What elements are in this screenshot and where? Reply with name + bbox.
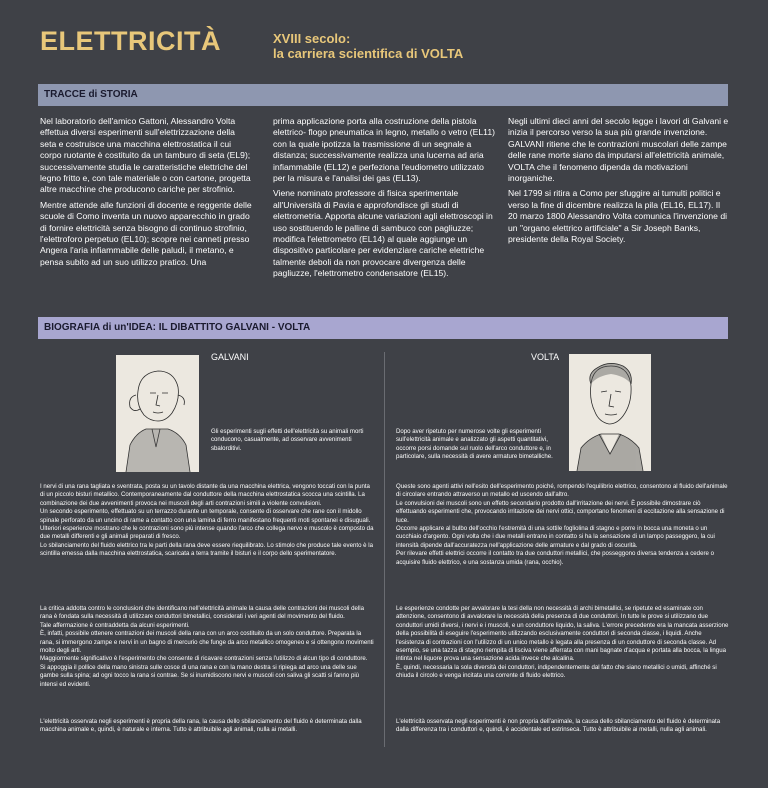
volta-paragraph: È, quindi, necessaria la sola diversità dei conduttori, indipendentemente dal fatto che siano metallici o umidi, affinché si chiuda il circolo e venga incitata una corrente di fluido elettrico. bbox=[396, 663, 717, 680]
page-title: ELETTRICITÀ bbox=[40, 26, 221, 56]
volta-paragraph: Per rilevare effetti elettrici occorre il contatto tra due conduttori metallici, che posseggono diversa tendenza a cedere o acquisire fluido elettrico, e una sostanza umida (rana, occhio). bbox=[396, 550, 714, 566]
galvani-portrait-icon bbox=[116, 355, 199, 472]
volta-portrait bbox=[569, 354, 651, 471]
galvani-text-block-3 bbox=[40, 718, 374, 735]
galvani-intro bbox=[211, 428, 376, 453]
galvani-paragraph: La critica addotta contro le conclusioni che identificano nell'elettricità animale la causa delle contrazioni dei muscoli della rana è fondata sulla necessità di utilizzare conduttori bimetallici, considerati i veri agenti del movimento del fluido. bbox=[40, 605, 364, 621]
volta-intro bbox=[396, 428, 564, 462]
history-paragraph: Nel 1799 si ritira a Como per sfuggire ai tumulti politici e verso la fine di dicembre realizza la pila (EL16, EL17). Il 20 marzo 1800 Alessandro Volta comunica l'invenzione di un "organo elettrico artificiale" a Sir Joseph Banks, presidente della Royal Society. bbox=[508, 188, 728, 245]
galvani-paragraph: I nervi di una rana tagliata e sventrata, posta su un tavolo distante da una macchina elettrica, vengono toccati con la punta di un piccolo bisturi metallico. Contemporaneamente dal conduttore della macchina elettrostatica scocca una scintilla. La combinazione dei due avvenimenti provoca nei muscoli degli arti contrazioni simili a violente convulsioni. bbox=[40, 483, 370, 507]
galvani-paragraph: Tale affermazione è contraddetta da alcuni esperimenti. bbox=[40, 621, 190, 629]
subtitle-line-2: la carriera scientifica di VOLTA bbox=[273, 46, 464, 61]
galvani-text-block-2 bbox=[40, 605, 374, 689]
galvani-paragraph: Lo sbilanciamento del fluido elettrico tra le parti della rana deve essere riequilibrato. Lo stimolo che produce tale evento è la scintilla emessa dalla macchina elettrostatica, scaricata a terra tramite il bisturi e il corpo dello sperimentatore. bbox=[40, 541, 373, 558]
volta-text-block-3 bbox=[396, 718, 730, 735]
history-paragraph: Mentre attende alle funzioni di docente e reggente delle scuole di Como inventa un nuovo apparecchio in grado di fornire elettricità senza bisogno di continuo strofinio, l'elettroforo perpetuo (EL10); scopre nei canneti presso Angera l'aria infiammabile delle paludi, il metano, e pensa subito ad un suo utilizzo pratico. Una bbox=[40, 199, 252, 267]
galvani-intro-text: Gli esperimenti sugli effetti dell'elettricità su animali morti conducono, casualmente, ad osservare avvenimenti sbalorditivi. bbox=[211, 428, 364, 452]
volta-paragraph: Occorre applicare al bulbo dell'occhio l'estremità di una sottile fogliolina di stagno e porre in bocca una moneta o un cucchiaio d'argento. Ogni volta che i due metalli entrano in contatto si ha la sensazione di un lampo passeggero, la cui intensità dipende dall'accuratezza nell'applicazione delle armature e dal grado di oscurità. bbox=[396, 525, 715, 549]
history-column-2 bbox=[273, 116, 497, 284]
galvani-text-block-1 bbox=[40, 483, 374, 559]
galvani-paragraph: Maggiormente significativo è l'esperimento che consente di ricavare contrazioni senza l'utilizzo di alcun tipo di conduttore. Si appoggia il pollice della mano sinistra sulle cosce di una rana e con la mano destra si ripiega ad arco una delle sue gambe sulla spina; ad ogni tocco la rana si contrae. Se si inumidiscono nervi e muscoli con saliva gli scatti si fanno più intensi ed evidenti. bbox=[40, 655, 368, 688]
volta-text-block-1 bbox=[396, 483, 730, 567]
volta-text-block-2 bbox=[396, 605, 730, 681]
galvani-portrait bbox=[116, 355, 199, 472]
galvani-paragraph: Un secondo esperimento, effettuato su un terrazzo durante un temporale, consente di osservare che rane con il midollo spinale perforato da un uncino di rame a contatto con una lamina di ferro manifestano frequenti moti spontanei e disuguali. bbox=[40, 508, 371, 524]
galvani-paragraph: Ulteriori esperienze mostrano che le contrazioni sono più intense quando l'arco che collega nervo e muscolo è composto da due metalli differenti e gli animali preparati di fresco. bbox=[40, 525, 374, 541]
galvani-conclusion: L'elettricità osservata negli esperimenti è propria della rana, la causa dello sbilanciamento del fluido è determinata dalla macchina animale e, quindi, è naturale e interna. Tutto è attribuibile agli animali, nulla ai metalli. bbox=[40, 718, 362, 734]
history-paragraph: Viene nominato professore di fisica sperimentale all'Università di Pavia e approfondisce gli studi di elettrometria. Apporta alcune variazioni agli elettroscopi in uso sostituendo le palline di sambuco con pagliuzze; modifica l'elettrometro (EL14) al quale aggiunge un dispositivo particolare per evidenziare cariche elettriche talmente deboli da non provocare divergenza delle pagliuzze, l'elettrometro condensatore (EL15). bbox=[273, 188, 493, 279]
volta-paragraph: Le esperienze condotte per avvalorare la tesi della non necessità di archi bimetallici, se ripetute ed esaminate con attenzione, consentono di avvalorare la necessità della presenza di due conduttori. In tutte le prove si utilizzano due conduttori umidi diversi, i nervi e i muscoli, e un conduttore liquido, la saliva. L'errore precedente era la mancata asserzione della possibilità di eseguire l'esperimento utilizzando esclusivamente conduttori di seconda classe, i liquidi. Anche l'esistenza di contrazioni con l'utilizzo di un unico metallo è legata alla presenza di un conduttore di seconda classe. Ad esempio, se una tazza di stagno riempita di lisciva viene afferrata con mani bagnate d'acqua e portata alla bocca, la lingua intinta nel liquore prova una sensazione acida invece che alcalina. bbox=[396, 605, 729, 663]
volta-label: VOLTA bbox=[531, 352, 560, 362]
history-column-1 bbox=[40, 116, 252, 272]
history-paragraph: prima applicazione porta alla costruzione della pistola elettrico- flogo pneumatica in legno, metallo o vetro (EL11) con la quale ipotizza la trasmissione di un segnale a distanza; successivamente realizza una lucerna ad aria infiammabile (EL12) e perfeziona l'eudiometro utilizzato per la misura e l'analisi dei gas (EL13). bbox=[273, 116, 495, 184]
history-paragraph: Nel laboratorio dell'amico Gattoni, Alessandro Volta effettua diversi esperimenti sull'elettrizzazione della seta e costruisce una macchina elettrostatica il cui corpo ruotante è costituito da un tamburo di seta (EL9); successivamente studia le caratteristiche elettriche del legno fritto e, con tale materiale o con cartone, progetta altre macchine che producono cariche per strofinio. bbox=[40, 116, 251, 195]
volta-intro-text: Dopo aver ripetuto per numerose volte gli esperimenti sull'elettricità animale e analizzato gli aspetti quantitativi, occorre porsi domande sul ruolo dell'arco conduttore e, in particolare, sulla necessità di avere armature bimetalliche. bbox=[396, 428, 553, 461]
section-heading-history: TRACCE di STORIA bbox=[38, 84, 728, 106]
history-column-3 bbox=[508, 116, 730, 249]
galvani-label: GALVANI bbox=[211, 352, 249, 362]
history-paragraph: Negli ultimi dieci anni del secolo legge i lavori di Galvani e inizia il percorso verso la sua più grande invenzione. GALVANI ritiene che le contrazioni muscolari delle zampe delle rane morte siano da imputarsi all'elettricità animale, VOLTA che il fenomeno dipenda da motivazioni inorganiche. bbox=[508, 116, 729, 184]
volta-conclusion: L'elettricità osservata negli esperimenti è non propria dell'animale, la causa dello sbilanciamento del fluido è determinata dalla differenza tra i conduttori e, quindi, è accidentale ed estrinseca. Tutto è attribuibile ai metalli, nulla agli animali. bbox=[396, 718, 721, 734]
volta-paragraph: Le convulsioni dei muscoli sono un effetto secondario prodotto dall'irritazione dei nervi. È possibile dimostrare ciò effettuando esperimenti che, provocando irritazione dei nervi ottici, comportano fenomeni di eccitazione alla sensazione di luce. bbox=[396, 499, 725, 524]
volta-portrait-icon bbox=[569, 354, 651, 471]
page-subtitle bbox=[273, 31, 463, 61]
column-divider bbox=[384, 352, 385, 747]
subtitle-line-1: XVIII secolo: bbox=[273, 31, 351, 46]
section-heading-biography: BIOGRAFIA di un'IDEA: IL DIBATTITO GALVANI - VOLTA bbox=[38, 317, 728, 339]
volta-paragraph: Queste sono agenti attivi nell'esito dell'esperimento poiché, rompendo l'equilibrio elettrico, consentono al fluido dell'animale di circolare entrando attraverso un metallo ed uscendo dall'altro. bbox=[396, 483, 728, 499]
galvani-paragraph: È, infatti, possibile ottenere contrazioni dei muscoli della rana con un arco costituito da un solo conduttore. Preparata la rana, si immergono zampe e nervi in un bagno di mercurio che funge da arco metallico omogeneo e si ottengono movimenti molto degli arti. bbox=[40, 630, 374, 655]
